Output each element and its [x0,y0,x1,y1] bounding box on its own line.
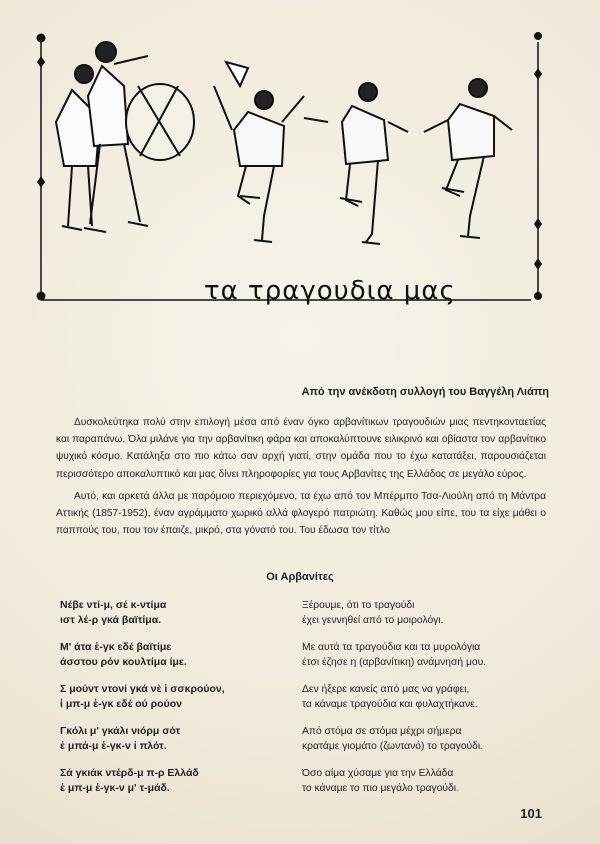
song-title: Οι Αρβανίτες [266,571,334,583]
poem-line: άσστου ρόν κουλτίμα ίμε. [60,656,187,668]
poem-line: Γκόλι μ' γκάλι νιόρμ σότ [60,725,181,737]
stanza [302,724,542,754]
poem-line: έτσι έζησε η (αρβανίτικη) ανάμνησή μου. [302,657,487,668]
stanza [60,724,300,754]
poem-line: Με αυτά τα τραγούδια και τα μυρολόγια [302,642,481,653]
stanza [302,766,542,796]
poem-line: ιστ λέ-ρ γκά βαϊτίμα. [60,614,162,626]
stanza [302,682,542,712]
poem [60,598,550,794]
illustrated-header [28,26,553,309]
poem-arvanitika-column [60,598,300,808]
stanza [60,766,300,796]
stanza [60,682,300,712]
stanza [302,640,542,670]
poem-line: Από στόμα σε στόμα μέχρι σήμερα [302,726,462,737]
poem-line: έχει γεννηθεί από το μοιρολόγι. [302,615,444,626]
poem-line: ἱ μπ-μ ἑ-γκ εδέ ού ρούον [60,698,182,710]
dancers-illustration [28,26,553,309]
poem-line: Σά γκιάκ ντέρδ-μ π-ρ Ελλάδ [60,767,199,779]
poem-line: το κάναμε το πιο μεγάλο τραγούδι. [302,783,459,794]
poem-line: Δεν ήξερε κανείς από μας να γράφει, [302,684,470,695]
poem-greek-column [302,598,542,808]
page-title: τα τραγουδια μας [204,276,456,306]
poem-line: Μ' άτα ἑ-γκ εδέ βαϊτίμε [60,641,172,653]
poem-line: ἐ μπά-μ ἑ-γκ-ν ἱ πλότ. [60,740,167,752]
intro-text [56,414,546,544]
stanza [302,598,542,628]
page-number: 101 [520,806,542,821]
poem-line: Όσο αίμα χύσαμε για την Ελλάδα [302,768,454,779]
poem-line: ἐ μπ-μ ἑ-γκ-ν μ' τ-μάδ. [60,782,170,794]
poem-line: Ξέρουμε, ότι το τραγούδι [302,600,415,611]
poem-line: Νέβε ντί-μ, σέ κ-ντίμα [60,599,167,611]
stanza [60,598,300,628]
poem-line: κρατάμε γιομάτο (ζωντανό) το τραγούδι. [302,741,484,752]
intro-paragraph-2: Αυτό, και αρκετά άλλα με παρόμοιο περιεχόμενο, τα έχω από τον Μπέρμπο Τσα-Λιούλη από τη Μάντρα Αττικής (1857-1952), έναν αγράμματο χωρικό αλλά φλογερό πατριώτη. Καθώς μου είπε, του τα είχε μάθει ο παππούς του, που τον έπαιζε, μικρό, στα γόνατό του. Του έδωσα τον τίτλο [56,490,546,537]
stanza [60,640,300,670]
poem-line: Σ μούντ ντονί γκά νὲ ἱ σσκρούον, [60,683,225,695]
source-attribution: Από την ανέκδοτη συλλογή του Βαγγέλη Λιάπη [301,386,549,398]
poem-line: τα κάναμε τραγούδια και φυλαχτήκανε. [302,699,478,710]
intro-paragraph-1: Δυσκολεύτηκα πολύ στην επιλογή μέσα από έναν όγκο αρβανίτικων τραγουδιών μιας πεντηκονταετίας και παραπάνω. Όλα μιλάνε για την αρβανίτικη φάρα και αποκαλύπτουνε ειλικρινό και οβίαστα τον αρβανίτικο ψυχικό κόσμο. Κατάληξα στο πιο κάτω σαν αρχή γιατί, στην ομάδα που το έχω κατατάξει, παρουσιάζεται περισσότερο αποκαλυπτικό και μας δίνει πληροφορίες για τους Αρβανίτες της Ελλάδος σε μεγάλο εύρος. [56,417,546,480]
